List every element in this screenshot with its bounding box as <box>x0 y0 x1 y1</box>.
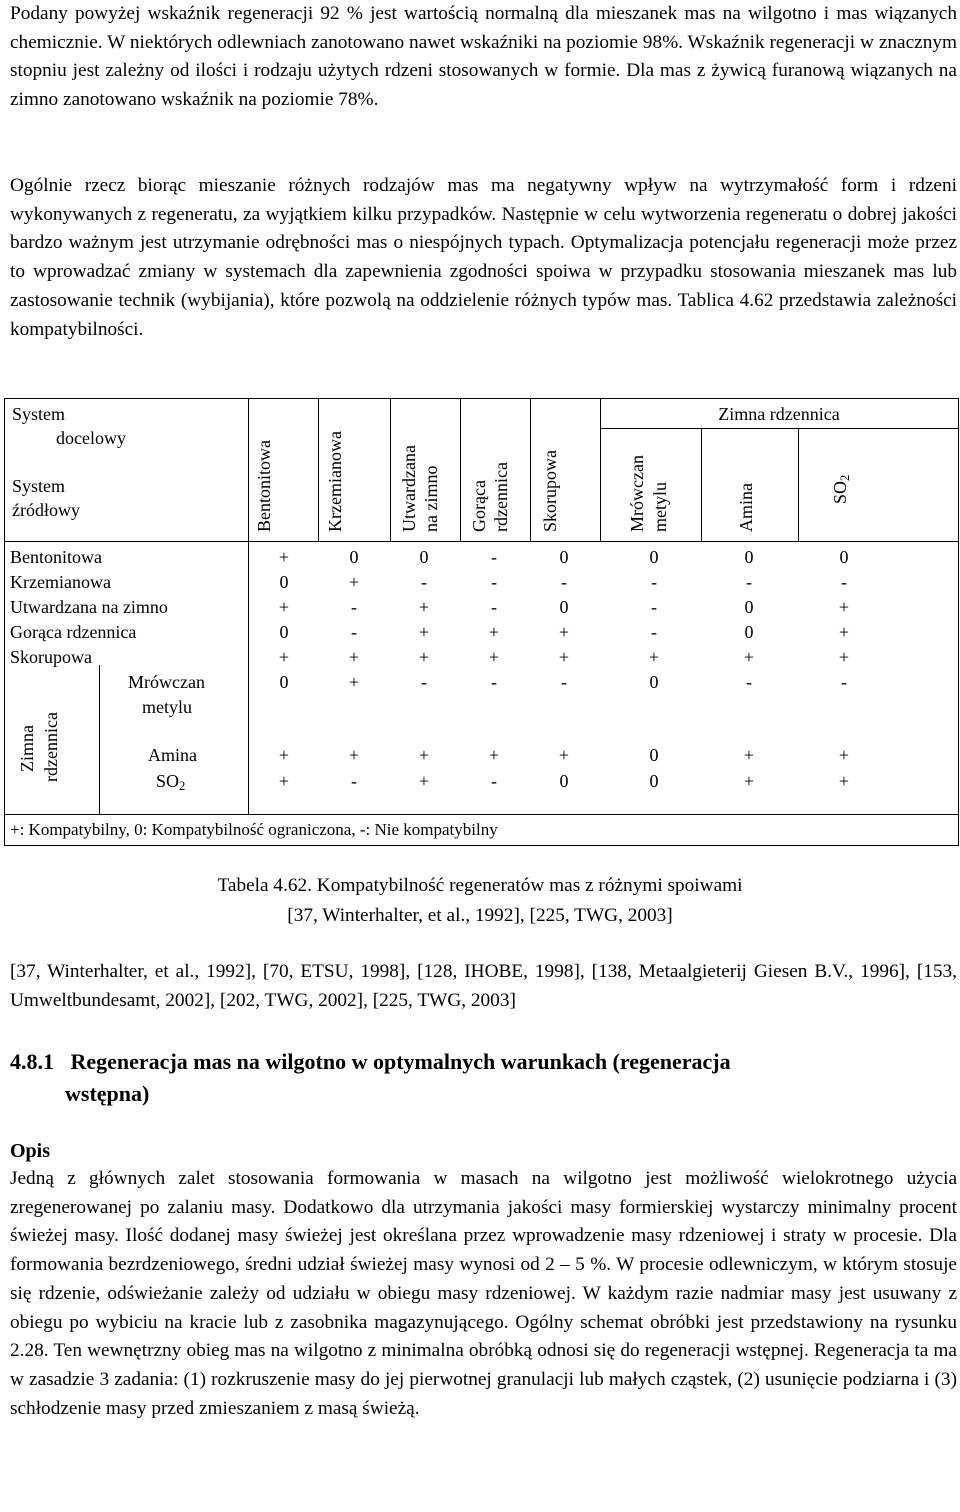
subrow-2-cell-1: - <box>351 771 357 791</box>
corner-target-label: System <box>12 404 66 424</box>
subrow-0-cell-4: - <box>561 672 567 692</box>
row-1-cell-1: + <box>348 572 360 592</box>
row-4-cell-4: + <box>558 647 570 667</box>
table-caption: Tabela 4.62. Kompatybilność regeneratów mas z różnymi spoiwami <box>217 875 743 896</box>
row-0-cell-4: 0 <box>559 547 569 567</box>
col-header-metylu: metylu <box>650 482 670 532</box>
group-header-zimna-rdzennica: Zimna rdzennica <box>718 404 840 424</box>
row-label-amina: Amina <box>148 745 197 765</box>
row-label-so2: $SO_2$ <box>156 771 186 794</box>
row-label-skorupowa: Skorupowa <box>10 647 92 667</box>
col-header-mrowczan: Mrówczan <box>627 455 647 532</box>
subrow-2-cell-3: - <box>491 771 497 791</box>
subrow-1-cell-4: + <box>558 745 570 765</box>
subrow-2-cell-7: + <box>838 771 850 791</box>
row-label-bentonitowa: Bentonitowa <box>10 547 102 567</box>
col-header-skorupowa: Skorupowa <box>540 450 560 532</box>
row-2-cell-7: + <box>838 597 850 617</box>
row-group-label-zimna: Zimna <box>17 725 37 772</box>
row-1-cell-0: 0 <box>279 572 289 592</box>
row-label-mrowczan: Mrówczan <box>128 672 205 692</box>
subrow-1-cell-0: + <box>278 745 290 765</box>
row-1-cell-4: - <box>561 572 567 592</box>
row-label-utwardzana: Utwardzana na zimno <box>10 597 168 617</box>
compatibility-table <box>4 398 959 846</box>
subrow-0-cell-0: 0 <box>279 672 289 692</box>
subrow-0-cell-5: 0 <box>649 672 659 692</box>
row-label-metylu: metylu <box>142 697 192 717</box>
row-0-cell-5: 0 <box>649 547 659 567</box>
subrow-2-cell-0: + <box>278 771 290 791</box>
section-heading-line2: wstępna) <box>65 1081 150 1106</box>
subrow-0-cell-2: - <box>421 672 427 692</box>
section-heading: 4.8.1 Regeneracja mas na wilgotno w optymalnych warunkach (regeneracja <box>10 1049 731 1074</box>
row-0-cell-1: 0 <box>349 547 359 567</box>
row-4-cell-1: + <box>348 647 360 667</box>
references-paragraph: [37, Winterhalter, et al., 1992], [70, ETSU, 1998], [128, IHOBE, 1998], [138, Metaalgieterij Giesen B.V., 1996], [153, Umweltbundesamt, 2002], [202, TWG, 2002], [225, TWG, 2003] <box>10 961 957 1011</box>
col-header-amina: Amina <box>736 483 756 532</box>
table-caption-sources: [37, Winterhalter, et al., 1992], [225, TWG, 2003] <box>287 905 673 926</box>
row-0-cell-2: 0 <box>419 547 429 567</box>
subrow-1-cell-6: + <box>743 745 755 765</box>
subrow-2-cell-5: 0 <box>649 771 659 791</box>
row-label-goraca: Gorąca rdzennica <box>10 622 137 642</box>
subrow-1-cell-1: + <box>348 745 360 765</box>
row-2-cell-2: + <box>418 597 430 617</box>
corner-source-label: System <box>12 476 66 496</box>
col-header-bentonitowa: Bentonitowa <box>254 440 274 532</box>
row-label-krzemianowa: Krzemianowa <box>10 572 111 592</box>
row-0-cell-3: - <box>491 547 497 567</box>
intro-paragraph-2: Ogólnie rzecz biorąc mieszanie różnych rodzajów mas ma negatywny wpływ na wytrzymałość form i rdzeni wykonywanych z regeneratu, za wyjątkiem kilku przypadków. Następnie w celu wytworzenia regeneratu o dobrej jakości bardzo ważnym jest utrzymanie odrębności mas o niespójnych typach. Optymalizacja potencjału regeneracji może przez to wprowadzać zmiany w systemach dla zapewnienia zgodności spoiwa w przypadku stosowania mieszanek mas lub zastosowanie technik (wybijania), które pozwolą na oddzielenie różnych typów mas. Tablica 4.62 przedstawia zależności kompatybilności. <box>10 175 957 340</box>
opis-heading: Opis <box>10 1140 51 1162</box>
row-2-cell-3: - <box>491 597 497 617</box>
subrow-1-cell-3: + <box>488 745 500 765</box>
opis-paragraph: Jedną z głównych zalet stosowania formowania w masach na wilgotno jest możliwość wielokrotnego użycia zregenerowanej po zalaniu masy. Dodatkowo dla utrzymania jakości masy formierskiej wystarczy minimalny procent świeżej masy. Ilość dodanej masy świeżej jest określana przez wprowadzenie masy rdzeniowej i straty w procesie. Dla formowania bezrdzeniowego, średni udział świeżej masy wynosi od 2 – 5 %. W procesie odlewniczym, w którym stosuje się rdzenie, odświeżanie zależy od udziału w obiegu masy rdzeniowej. W każdym razie nadmiar masy jest usuwany z obiegu po wybiciu na kracie lub z zasobnika magazynującego. Ogólny schemat obróbki jest przedstawiony na rysunku 2.28. Ten wewnętrzny obieg mas na wilgotno z minimalna obróbką odnosi się do regeneracji wstępnej. Regeneracja ta ma w zasadzie 3 zadania: (1) rozkruszenie masy do jej pierwotnej granulacji lub małych cząstek, (2) usunięcie podziarna i (3) schłodzenie masy przed zmieszaniem z masą świeżą. <box>10 1168 957 1419</box>
col-header-na-zimno: na zimno <box>421 465 441 532</box>
row-2-cell-4: 0 <box>559 597 569 617</box>
subrow-1-cell-5: 0 <box>649 745 659 765</box>
subrow-0-cell-1: + <box>348 672 360 692</box>
row-3-cell-0: 0 <box>279 622 289 642</box>
row-3-cell-5: - <box>651 622 657 642</box>
table-legend: +: Kompatybilny, 0: Kompatybilność ograniczona, -: Nie kompatybilny <box>10 820 498 839</box>
col-header-krzemianowa: Krzemianowa <box>325 431 345 532</box>
col-header-rdzennica: rdzennica <box>491 462 511 532</box>
subrow-1-cell-7: + <box>838 745 850 765</box>
row-0-cell-0: + <box>278 547 290 567</box>
row-1-cell-2: - <box>421 572 427 592</box>
subrow-2-cell-2: + <box>418 771 430 791</box>
row-1-cell-5: - <box>651 572 657 592</box>
row-0-cell-6: 0 <box>744 547 754 567</box>
corner-target-label-2: docelowy <box>56 428 126 448</box>
subrow-1-cell-2: + <box>418 745 430 765</box>
row-2-cell-6: 0 <box>744 597 754 617</box>
row-1-cell-6: - <box>746 572 752 592</box>
row-3-cell-7: + <box>838 622 850 642</box>
row-3-cell-1: - <box>351 622 357 642</box>
subrow-0-cell-3: - <box>491 672 497 692</box>
intro-paragraph-1: Podany powyżej wskaźnik regeneracji 92 % jest wartością normalną dla mieszanek mas na wilgotno i mas wiązanych chemicznie. W niektórych odlewniach zanotowano nawet wskaźniki na poziomie 98%. Wskaźnik regeneracji w znacznym stopniu jest zależny od ilości i rodzaju użytych rdzeni stosowanych w formie. Dla mas z żywicą furanową wiązanych na zimno zanotowano wskaźnik na poziomie 78%. <box>10 3 957 111</box>
row-2-cell-5: - <box>651 597 657 617</box>
col-header-goraca: Gorąca <box>469 480 489 532</box>
row-1-cell-3: - <box>491 572 497 592</box>
row-4-cell-0: + <box>278 647 290 667</box>
row-3-cell-4: + <box>558 622 570 642</box>
row-4-cell-3: + <box>488 647 500 667</box>
col-header-utwardzana: Utwardzana <box>399 445 419 532</box>
row-3-cell-6: 0 <box>744 622 754 642</box>
subrow-0-cell-6: - <box>746 672 752 692</box>
corner-source-label-2: źródłowy <box>12 500 80 520</box>
row-4-cell-6: + <box>743 647 755 667</box>
row-group-label-rdzennica: rdzennica <box>41 712 61 782</box>
subrow-2-cell-6: + <box>743 771 755 791</box>
row-2-cell-1: - <box>351 597 357 617</box>
row-1-cell-7: - <box>841 572 847 592</box>
row-0-cell-7: 0 <box>839 547 849 567</box>
row-4-cell-7: + <box>838 647 850 667</box>
subrow-0-cell-7: - <box>841 672 847 692</box>
row-3-cell-2: + <box>418 622 430 642</box>
row-2-cell-0: + <box>278 597 290 617</box>
row-4-cell-5: + <box>648 647 660 667</box>
row-3-cell-3: + <box>488 622 500 642</box>
row-4-cell-2: + <box>418 647 430 667</box>
subrow-2-cell-4: 0 <box>559 771 569 791</box>
col-header-so2: $SO_2$ <box>830 474 853 504</box>
